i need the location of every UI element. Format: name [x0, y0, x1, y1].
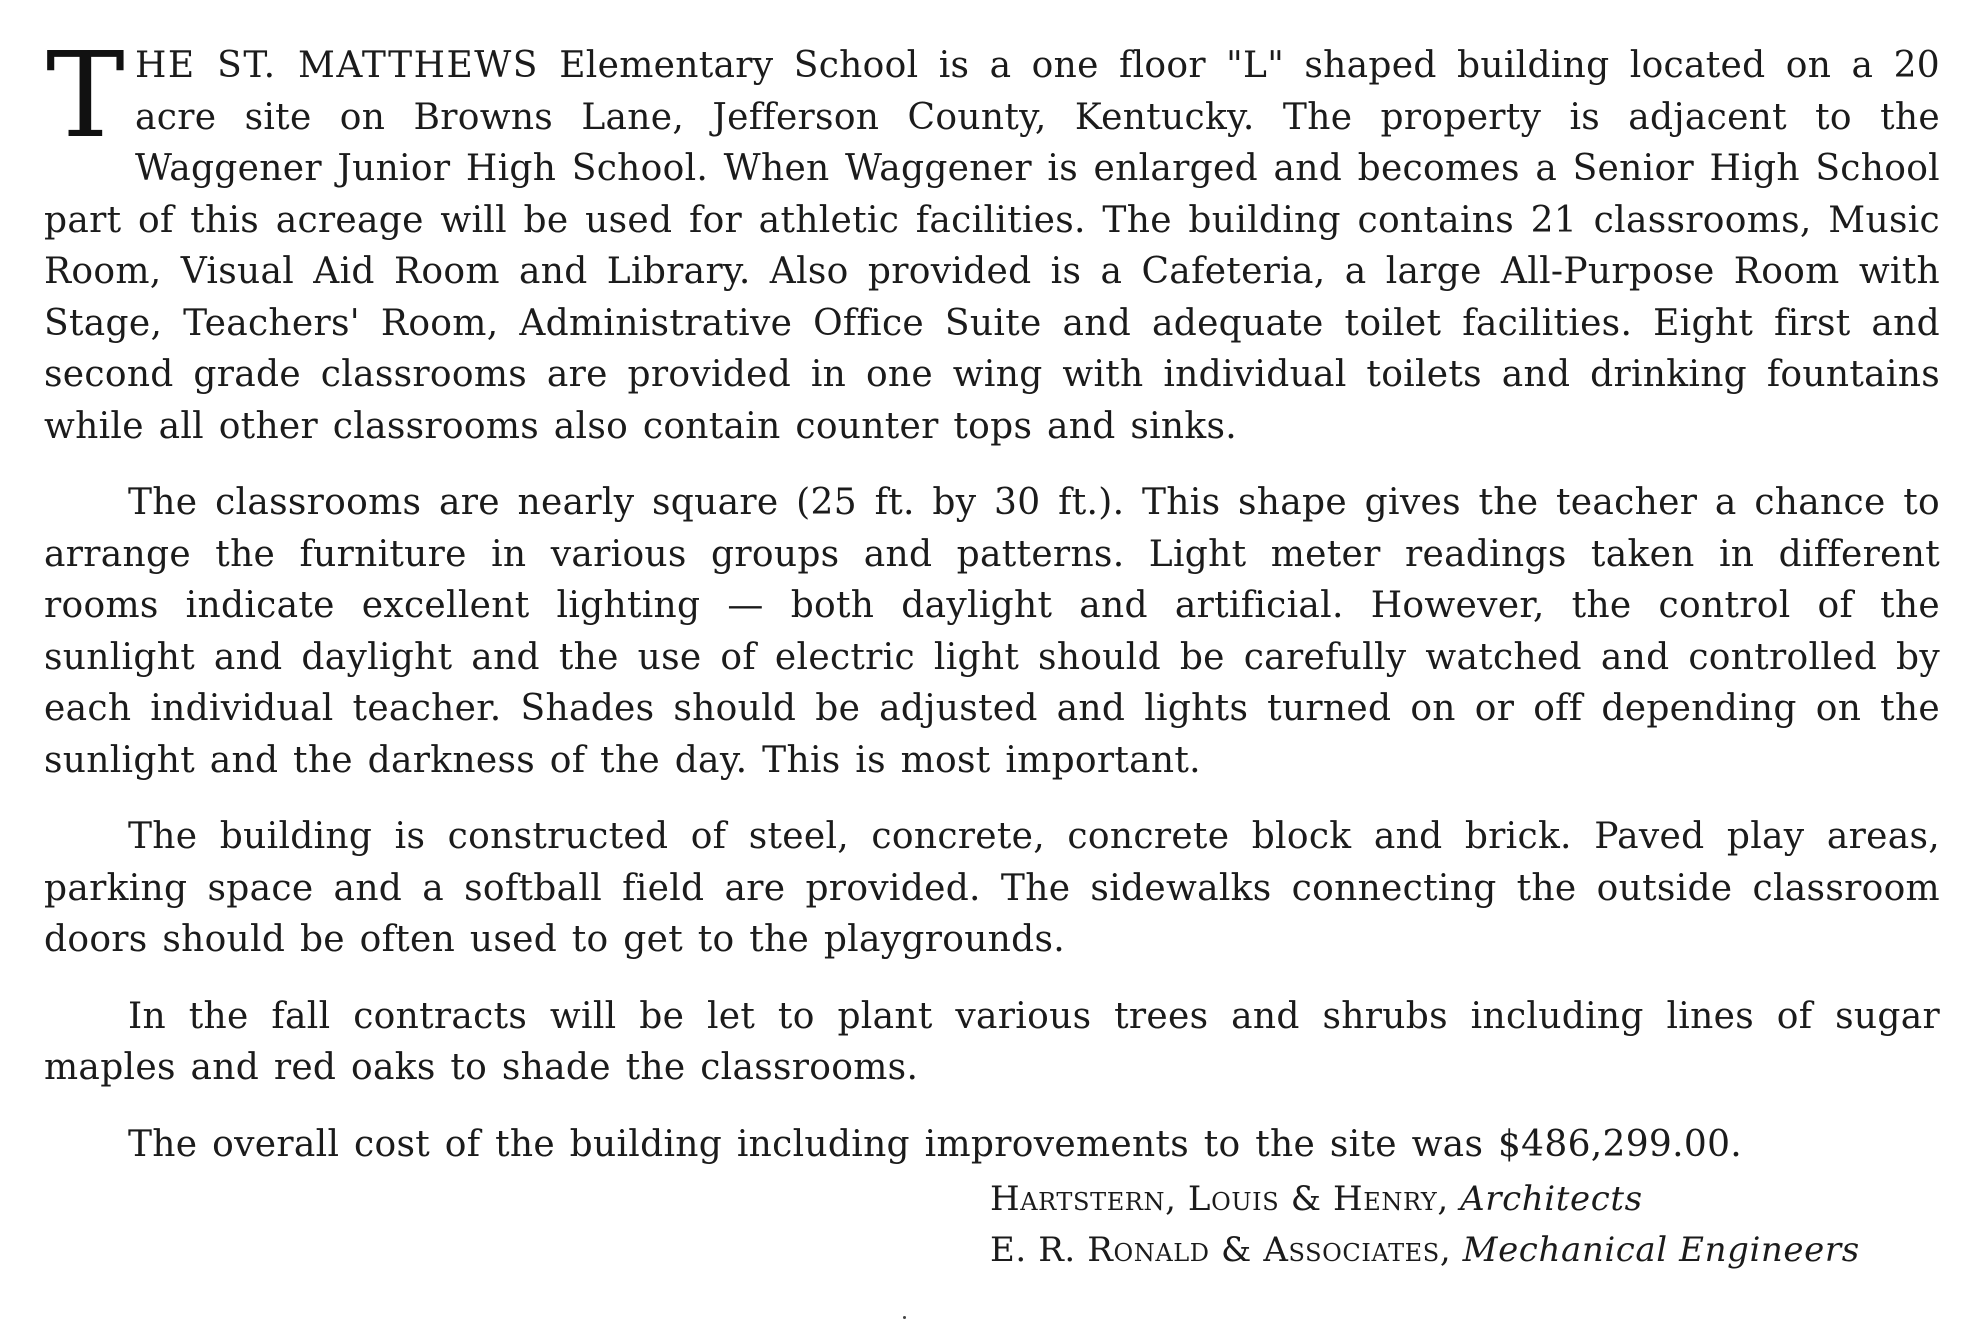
- credits-block: [990, 1174, 1860, 1276]
- print-speck: [903, 1316, 906, 1319]
- credit-role: Mechanical Engineers: [1462, 1230, 1860, 1270]
- credit-firm-name: Hartstern, Louis & Henry,: [990, 1179, 1449, 1219]
- credit-role: Architects: [1460, 1179, 1643, 1219]
- paragraph-intro-text: Elementary School is a one floor "L" shaped building located on a 20 acre site on Browns Lane, Jefferson County, Kentucky. The property is adjacent to the Waggener Junior High School. When Waggener is enlarged and becomes a Senior High School part of this acreage will be used for athletic facilities. The building contains 21 classrooms, Music Room, Visual Aid Room and Library. Also provided is a Cafeteria, a large All-Purpose Room with Stage, Teachers' Room, Administrative Office Suite and adequate toilet facilities. Eight first and second grade classrooms are provided in one wing with individual toilets and drinking fountains while all other classrooms also contain counter tops and sinks.: [44, 45, 1940, 447]
- paragraph-landscaping: In the fall contracts will be let to plant various trees and shrubs including lines of sugar maples and red oaks to shade the classrooms.: [44, 995, 1940, 1088]
- paragraph-cost: The overall cost of the building including improvements to the site was $486,299.00.: [128, 1123, 1743, 1165]
- credit-firm-name: E. R. Ronald & Associates,: [990, 1230, 1452, 1270]
- drop-cap-letter: T: [46, 26, 126, 164]
- credit-engineers: [990, 1225, 1860, 1276]
- paragraph-construction: The building is constructed of steel, concrete, concrete block and brick. Paved play areas, parking space and a softball field are provided. The sidewalks connecting the outside classroom doors should be often used to get to the playgrounds.: [44, 816, 1940, 960]
- document-body: [44, 26, 1940, 1195]
- lead-in-caps: HE ST. MATTHEWS: [135, 45, 539, 86]
- credit-architects: [990, 1174, 1860, 1225]
- paragraph-classrooms: The classrooms are nearly square (25 ft. by 30 ft.). This shape gives the teacher a chance to arrange the furniture in various groups and patterns. Light meter readings taken in different rooms indicate excellent lighting — both daylight and artificial. However, the control of the sunlight and daylight and the use of electric light should be carefully watched and controlled by each individual teacher. Shades should be adjusted and lights turned on or off depending on the sunlight and the darkness of the day. This is most important.: [44, 482, 1940, 781]
- paragraph-intro: [44, 26, 1940, 452]
